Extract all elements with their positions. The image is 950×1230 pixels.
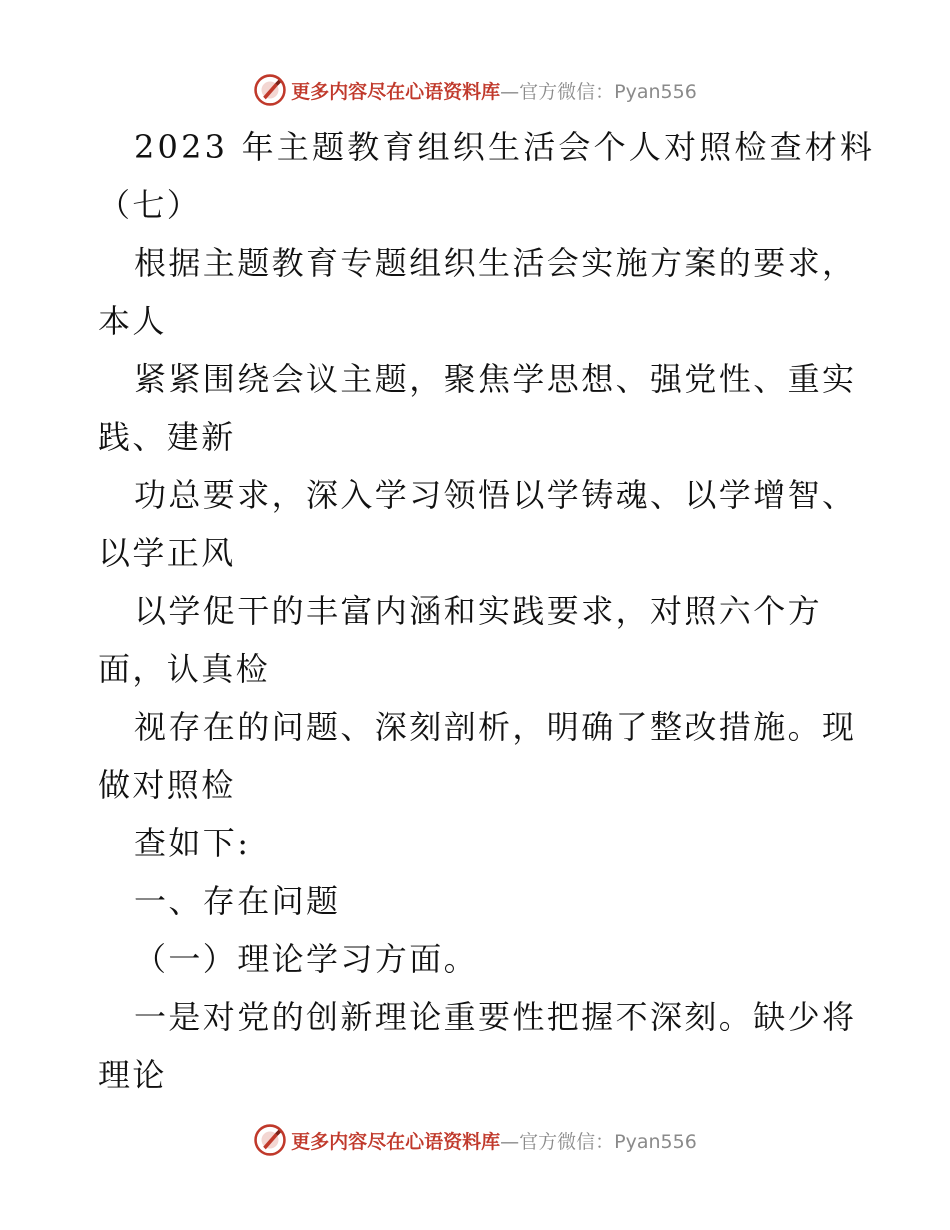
text-line: 紧紧围绕会议主题，聚焦学思想、强党性、重实 <box>134 360 857 398</box>
header-watermark <box>0 70 950 110</box>
watermark-wechat-text: —官方微信：Pyan556 <box>500 80 697 103</box>
text-line: 一、存在问题 <box>134 882 341 920</box>
text-line: 本人 <box>98 302 167 340</box>
document-title-line: 2023 年主题教育组织生活会个人对照检查材料 <box>134 128 876 166</box>
watermark-wechat-text: —官方微信：Pyan556 <box>500 1130 697 1153</box>
text-line: 理论 <box>98 1056 167 1094</box>
text-line: 一是对党的创新理论重要性把握不深刻。缺少将 <box>134 998 857 1036</box>
document-body <box>98 118 876 1104</box>
text-line: 视存在的问题、深刻剖析，明确了整改措施。现 <box>134 708 857 746</box>
text-line: 以学正风 <box>98 534 236 572</box>
seal-logo-icon <box>253 73 287 107</box>
watermark-brand-text: 更多内容尽在心语资料库 <box>291 80 501 103</box>
text-line: 功总要求，深入学习领悟以学铸魂、以学增智、 <box>134 476 857 514</box>
seal-logo-icon <box>253 1123 287 1157</box>
text-line: 以学促干的丰富内涵和实践要求，对照六个方 <box>134 592 823 630</box>
text-line: 面，认真检 <box>98 650 271 688</box>
text-line: （一）理论学习方面。 <box>134 940 479 978</box>
text-line: 查如下: <box>134 824 251 862</box>
watermark-brand-text: 更多内容尽在心语资料库 <box>291 1130 501 1153</box>
text-line: 根据主题教育专题组织生活会实施方案的要求， <box>134 244 857 282</box>
text-line: 践、建新 <box>98 418 236 456</box>
footer-watermark <box>0 1120 950 1160</box>
text-line: 做对照检 <box>98 766 236 804</box>
text-line: （七） <box>98 186 202 224</box>
